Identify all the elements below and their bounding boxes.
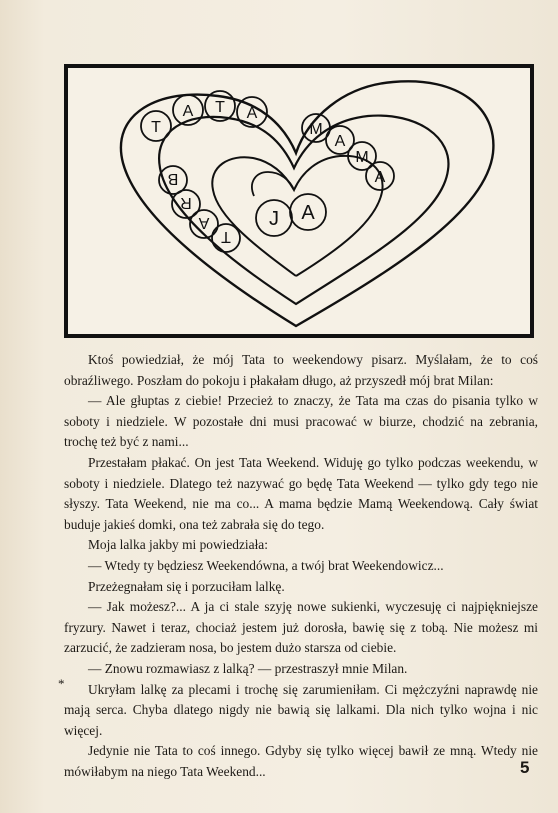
illustration-frame — [64, 64, 534, 338]
letter-a3: A — [334, 133, 346, 150]
letter-t3: T — [221, 228, 231, 245]
letter-t1: T — [151, 119, 161, 136]
letter-a4: A — [374, 169, 386, 186]
page-number: 5 — [520, 758, 530, 777]
paragraph-2: — Ale głuptas z ciebie! Przecież to znaczy, że Tata ma czas do pisania tylko w soboty i niedziele. W pozostałe dni musi pracować w biurze, chodzić na zebrania, trochę też być z nami... — [64, 393, 538, 450]
letter-m2: M — [355, 149, 369, 166]
paragraph-3: Przestałam płakać. On jest Tata Weekend. Widuję go tylko podczas weekendu, w soboty i niedziele. Dlatego też nazywać go będę Tata Weekend — tylko gdy tego nie słyszy. Tata Weekend, nie ma co... A mama będzie Mamą Weekendową. Cały świat buduje jakieś domki, ona też zabrała się do tego. — [64, 454, 538, 532]
paragraph-10: Jedynie nie Tata to coś innego. Gdyby się tylko więcej bawił ze mną. Wtedy nie mówiłabym na niego Tata Weekend... — [64, 743, 538, 779]
margin-mark: * — [58, 676, 65, 691]
paragraph-6: Przeżegnałam się i porzuciłam lalkę. — [88, 578, 285, 594]
paragraph-1: Ktoś powiedział, że mój Tata to weekendowy pisarz. Myślałam, że to coś obraźliwego. Poszłam do pokoju i płakałam długo, aż przyszedł mój brat Milan: — [64, 352, 538, 388]
letter-a1: A — [182, 103, 194, 120]
paragraph-5: — Wtedy ty będziesz Weekendówna, a twój brat Weekendowicz... — [88, 557, 444, 573]
heart-drawing — [68, 68, 530, 334]
paragraph-4: Moja lalka jakby mi powiedziała: — [88, 537, 268, 553]
letter-a5: A — [198, 214, 210, 231]
letter-t2: T — [215, 99, 225, 116]
paragraph-8: — Znowu rozmawiasz z lalką? — przestraszył mnie Milan. — [88, 660, 408, 676]
letter-b: B — [167, 170, 179, 187]
letter-r: R — [180, 194, 192, 211]
letter-a2: A — [246, 105, 258, 122]
story-text — [64, 350, 538, 782]
paragraph-7: — Jak możesz?... A ja ci stale szyję nowe sukienki, wyczesuję ci najpiękniejsze fryzury. Nawet i teraz, chociaż jestem już dorosła, bawię się z tobą. Nie możesz mi zarzucić, że zadzieram nosa, bo jestem dużo starsza od ciebie. — [64, 599, 538, 656]
letter-m1: M — [309, 121, 323, 138]
paragraph-9: Ukryłam lalkę za plecami i trochę się zarumieniłam. Ci mężczyźni naprawdę nie mają serca. Chyba dlatego nigdy nie bawią się lalkami. Dla nich tylko wojna i nic więcej. — [64, 681, 538, 738]
letter-j: J — [269, 208, 279, 230]
letter-a6: A — [301, 202, 315, 224]
